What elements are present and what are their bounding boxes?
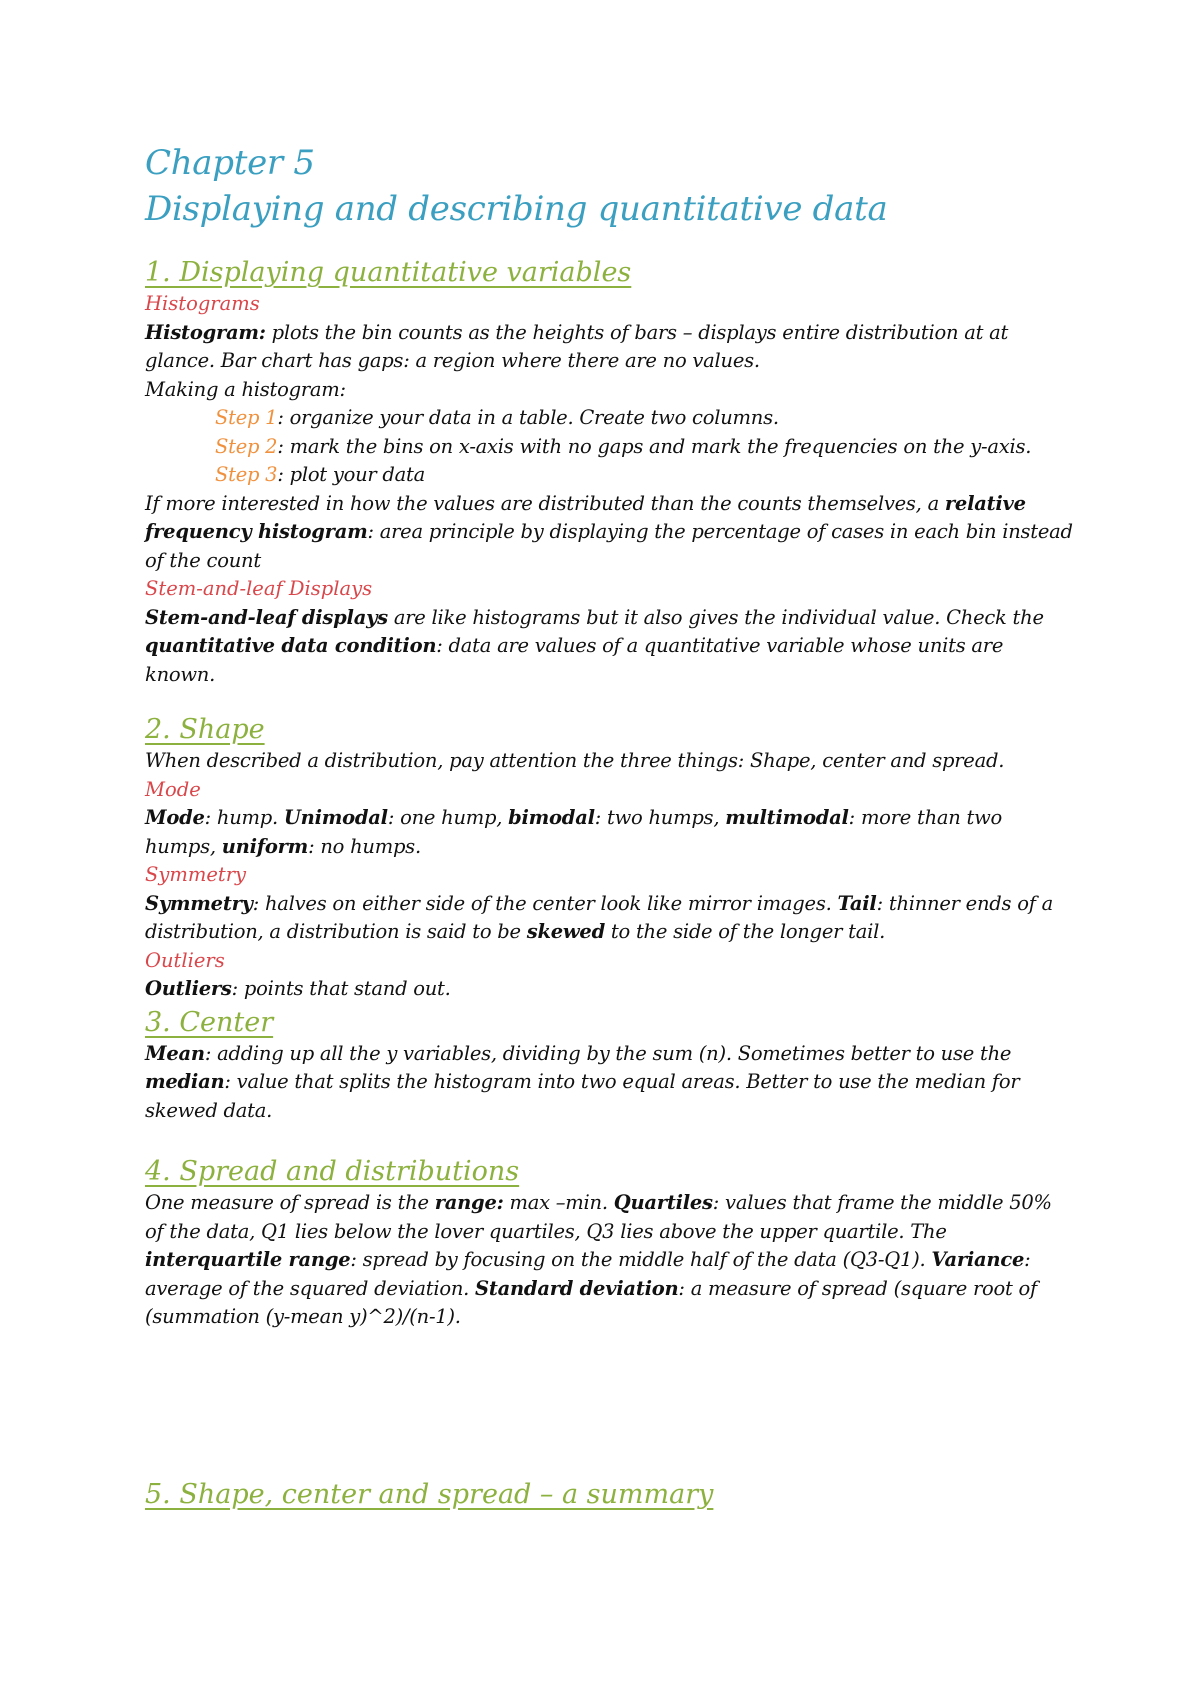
subheading-mode: Mode bbox=[145, 777, 201, 801]
section-3 bbox=[145, 1006, 1075, 1126]
section-2-heading: 2. Shape bbox=[145, 714, 265, 745]
rel-text: : area principle by displaying the percentage of cases in each bin instead of the count bbox=[145, 520, 1073, 572]
step-3-label: Step 3 bbox=[215, 463, 278, 486]
mode-text-3: : two humps, bbox=[594, 806, 726, 829]
step-2-text: : mark the bins on x-axis with no gaps and mark the frequencies on the y-axis. bbox=[277, 434, 1032, 458]
skewed-text: to the side of the longer tail. bbox=[604, 920, 886, 943]
spread-text-2: max –min. bbox=[503, 1191, 614, 1214]
term-mode: Mode bbox=[145, 806, 205, 829]
step-3-text: : plot your data bbox=[277, 463, 425, 486]
mode-text-4: : more than two humps, bbox=[145, 806, 1003, 858]
rel-pre: If more interested in how the values are distributed than the counts themselves, a bbox=[145, 491, 945, 515]
section-3-heading: 3. Center bbox=[145, 1006, 274, 1038]
term-interquartile-range: interquartile range bbox=[145, 1248, 351, 1271]
stem-paragraph bbox=[145, 604, 1075, 690]
section-5 bbox=[145, 1478, 1075, 1512]
section-2 bbox=[145, 713, 1075, 1004]
median-text: : value that splits the histogram into two equal areas. Better to use the median for skewed data. bbox=[145, 1070, 1020, 1122]
step-2-label: Step 2 bbox=[215, 434, 278, 458]
mode-text-5: : no humps. bbox=[308, 834, 421, 858]
term-outliers: Outliers bbox=[145, 977, 232, 1000]
histogram-paragraph bbox=[145, 319, 1075, 376]
section-5-heading: 5. Shape, center and spread – a summary bbox=[145, 1478, 714, 1510]
spread-text-6: : a measure of spread (square root of (summation (y-mean y)^2)/(n-1). bbox=[145, 1276, 1037, 1328]
subheading-histograms: Histograms bbox=[145, 292, 260, 315]
mode-text-2: : one hump, bbox=[387, 806, 509, 829]
term-quantitative-data-condition: quantitative data condition bbox=[145, 634, 437, 657]
step-1-label: Step 1 bbox=[215, 406, 278, 429]
term-range: range: bbox=[434, 1191, 504, 1214]
shape-intro: When described a distribution, pay attention the three things: Shape, center and spread. bbox=[145, 749, 1005, 772]
term-variance: Variance bbox=[931, 1248, 1025, 1271]
outliers-text: : points that stand out. bbox=[231, 977, 451, 1000]
subheading-stem-and-leaf: Stem-and-leaf Displays bbox=[145, 577, 373, 600]
term-symmetry: Symmetry bbox=[145, 891, 253, 915]
spread-text-1: One measure of spread is the bbox=[145, 1191, 435, 1214]
term-skewed: skewed bbox=[526, 920, 605, 943]
spread-text-3: : values that frame the middle 50% of the data, Q1 lies below the lover quartiles, Q3 lies above the upper quartile. The bbox=[145, 1191, 1052, 1243]
chapter-subtitle: Displaying and describing quantitative data bbox=[145, 189, 888, 229]
subheading-symmetry: Symmetry bbox=[145, 863, 247, 886]
step-3 bbox=[145, 461, 1075, 490]
section-4-heading: 4. Spread and distributions bbox=[145, 1156, 520, 1187]
term-tail: Tail bbox=[837, 891, 877, 915]
histogram-text: plots the bin counts as the heights of bars – displays entire distribution at at glance. Bar chart has gaps: a region where there are no values. bbox=[145, 320, 1009, 372]
term-multimodal: multimodal bbox=[725, 806, 849, 829]
term-quartiles: Quartiles bbox=[613, 1191, 713, 1214]
document-page bbox=[145, 140, 1075, 1512]
term-relative-frequency-histogram: relative frequency histogram bbox=[145, 491, 1026, 543]
step-1-text: : organize your data in a table. Create two columns. bbox=[277, 406, 779, 429]
mode-paragraph bbox=[145, 804, 1075, 861]
section-1 bbox=[145, 256, 1075, 689]
step-1 bbox=[145, 404, 1075, 433]
term-mean: Mean bbox=[145, 1041, 205, 1065]
symmetry-paragraph bbox=[145, 890, 1075, 947]
tail-text: : thinner ends of a distribution, a distribution is said to be bbox=[145, 891, 1053, 943]
subheading-outliers: Outliers bbox=[145, 948, 225, 972]
relative-frequency-paragraph bbox=[145, 490, 1075, 576]
spread-text-4: : spread by focusing on the middle half of the data (Q3-Q1). bbox=[350, 1248, 932, 1271]
section-4 bbox=[145, 1155, 1075, 1332]
symmetry-text: : halves on either side of the center look like mirror images. bbox=[252, 891, 838, 915]
section-1-heading: 1. Displaying quantitative variables bbox=[145, 257, 632, 288]
spread-paragraph bbox=[145, 1189, 1075, 1332]
term-unimodal: Unimodal bbox=[283, 806, 388, 829]
mode-text-1: : hump. bbox=[204, 806, 284, 829]
term-standard-deviation: Standard deviation bbox=[475, 1276, 679, 1300]
making-histogram: Making a histogram: bbox=[145, 377, 346, 401]
chapter-number: Chapter 5 bbox=[145, 143, 315, 183]
term-uniform: uniform bbox=[221, 834, 309, 858]
stem-text: are like histograms but it also gives the individual value. Check the bbox=[387, 605, 1044, 629]
term-histogram: Histogram: bbox=[145, 320, 266, 344]
center-paragraph bbox=[145, 1040, 1075, 1126]
spread-text-5: : average of the squared deviation. bbox=[145, 1248, 1031, 1300]
qdc-text: : data are values of a quantitative variable whose units are known. bbox=[145, 634, 1004, 686]
step-2 bbox=[145, 433, 1075, 462]
outliers-paragraph bbox=[145, 975, 1075, 1004]
chapter-title bbox=[145, 140, 1075, 232]
term-median: median bbox=[145, 1070, 225, 1093]
term-stem-and-leaf: Stem-and-leaf displays bbox=[145, 605, 388, 629]
term-bimodal: bimodal bbox=[508, 806, 595, 829]
mean-text: : adding up all the y variables, dividing by the sum (n). Sometimes better to use the bbox=[204, 1041, 1012, 1065]
